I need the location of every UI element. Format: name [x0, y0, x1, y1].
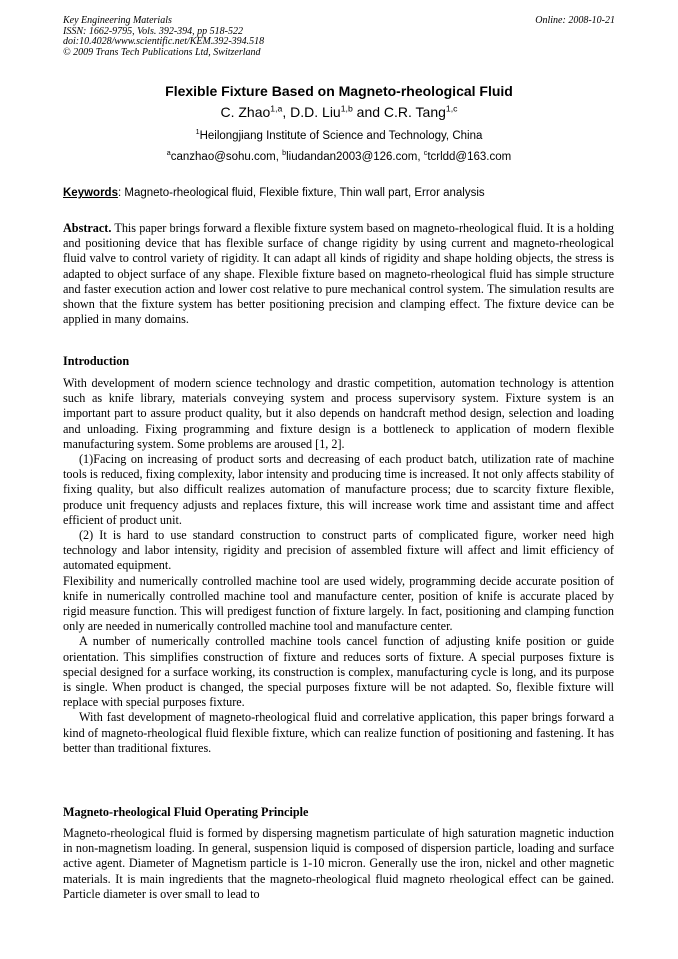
email-address: liudandan2003@126.com,: [286, 151, 424, 163]
principle-heading: Magneto-rheological Fluid Operating Principle: [63, 805, 309, 819]
abstract-section: [63, 221, 614, 327]
abstract-text: This paper brings forward a flexible fixture system based on magneto-rheological fluid. It is a holding and positioning device that has flexible surface of change rigidity by using current and magneto-rheological fluid valve to control variety of rigidity. It can adapt all kinds of rigidity and shape holding objects, the stress is adapted to object surface of any shape. Flexible fixture based on magneto-rheological fluid has simple structure and faster execution action and lower cost relative to pure mechanical control system. The simulation results are shown that the fixture system has better positioning precision and clamping effect. The fixture device can be applied in many domains.: [63, 221, 614, 327]
introduction-section: [63, 376, 614, 756]
journal-header: [63, 16, 615, 58]
affiliation-text: Heilongjiang Institute of Science and Technology, China: [199, 130, 483, 142]
email-superscript: b: [282, 149, 287, 158]
affiliation-superscript: 1: [195, 128, 200, 137]
principle-section: [63, 826, 614, 902]
author-superscript: 1,b: [340, 103, 353, 114]
keywords-text: Magneto-rheological fluid, Flexible fixture, Thin wall part, Error analysis: [121, 187, 485, 199]
author-name: D.D. Liu: [290, 104, 341, 120]
keywords-line: [63, 187, 623, 199]
author-superscript: 1,c: [445, 103, 458, 114]
copyright-line: © 2009 Trans Tech Publications Ltd, Switzerland: [63, 46, 261, 58]
author-list: [0, 104, 678, 120]
body-paragraph: (2) It is hard to use standard construction to construct parts of complicated figure, worker need high technology and labor intensity, rigidity and precision of assembled fixture will affect and limit efficiency of automated equipment.: [63, 528, 614, 573]
author-superscript: 1,a: [270, 103, 283, 114]
email-superscript: c: [423, 149, 428, 158]
body-paragraph: A number of numerically controlled machine tools cancel function of adjusting knife position or guide orientation. This simplifies construction of fixture and reduces sorts of fixture. A special purposes fixture is special designed for a surface working, its construction is complex, manufacturing cycle is long, and its purpose is single. When product is changed, the special purposes fixture will be not adapted. So, flexible fixture will replace with special purposes fixture.: [63, 634, 614, 710]
abstract-label: Abstract.: [63, 221, 112, 235]
body-paragraph: (1)Facing on increasing of product sorts and decreasing of each product batch, utilization rate of machine tools is reduced, fixing complexity, labor intensity and producing time is increased. It not only affects stability of fixing quality, but also difficult realizes automation of manufacture process; due to scarcity fixture flexible, produce unit frequency adjusts and replaces fixture, this will increase work time and assistant time and affect efficient of product unit.: [63, 452, 614, 527]
author-name: C.R. Tang: [383, 104, 446, 120]
keywords-label: Keywords: [63, 187, 118, 199]
email-list: [0, 151, 678, 163]
email-superscript: a: [166, 149, 171, 158]
doi-line: doi:10.4028/www.scientific.net/KEM.392-394.518: [63, 36, 265, 47]
issn-line: ISSN: 1662-9795, Vols. 392-394, pp 518-522: [63, 25, 243, 37]
paper-title: Flexible Fixture Based on Magneto-rheological Fluid: [165, 83, 513, 99]
abstract-paragraph: [63, 221, 614, 327]
online-date: Online: 2008-10-21: [535, 15, 615, 26]
author-separator: ,: [282, 104, 291, 120]
body-paragraph: Magneto-rheological fluid is formed by dispersing magnetism particulate of high saturation magnetic induction in non-magnetism loading. In general, suspension liquid is composed of dispersion particle, loading and surface active agent. Diameter of Magnetism particle is 1-10 micron. Generally use the iron, nickel and other magnetic materials. It is main ingredients that the magneto-rheological fluid magneto rheological effect can be gained. Particle diameter is over small to lead to: [63, 826, 614, 901]
email-address: canzhao@sohu.com,: [170, 151, 283, 163]
journal-name: Key Engineering Materials: [63, 15, 172, 26]
body-paragraph: With development of modern science technology and drastic competition, automation technology is attention such as knife library, materials conveying system and process supervisory system. Fixture system is an important part to assure product quality, but it also depends on handcraft method design, selection and loading and unloading. Fixing programming and fixture design is a bottleneck to application of modern flexible manufacturing system. Some problems are aroused [1, 2].: [63, 376, 614, 451]
affiliation: [0, 130, 678, 142]
author-name: C. Zhao: [220, 104, 271, 120]
author-separator: and: [352, 104, 384, 120]
introduction-heading: Introduction: [63, 354, 130, 368]
body-paragraph: With fast development of magneto-rheological fluid and correlative application, this paper brings forward a kind of magneto-rheological fluid flexible fixture, which can realize function of positioning and fastening. It has better than traditional fixtures.: [63, 710, 614, 755]
body-paragraph: Flexibility and numerically controlled machine tool are used widely, programming decide accurate position of knife in numerically controlled machine tool and manufacture center, position of knife is accurate placed by rigid measure function. This will predigest function of fixture largely. In fact, positioning and clamping function only are needed in numerically controlled machine tool and manufacture center.: [63, 573, 614, 634]
keywords-colon: :: [117, 187, 122, 199]
email-address: tcrldd@163.com: [427, 151, 512, 163]
